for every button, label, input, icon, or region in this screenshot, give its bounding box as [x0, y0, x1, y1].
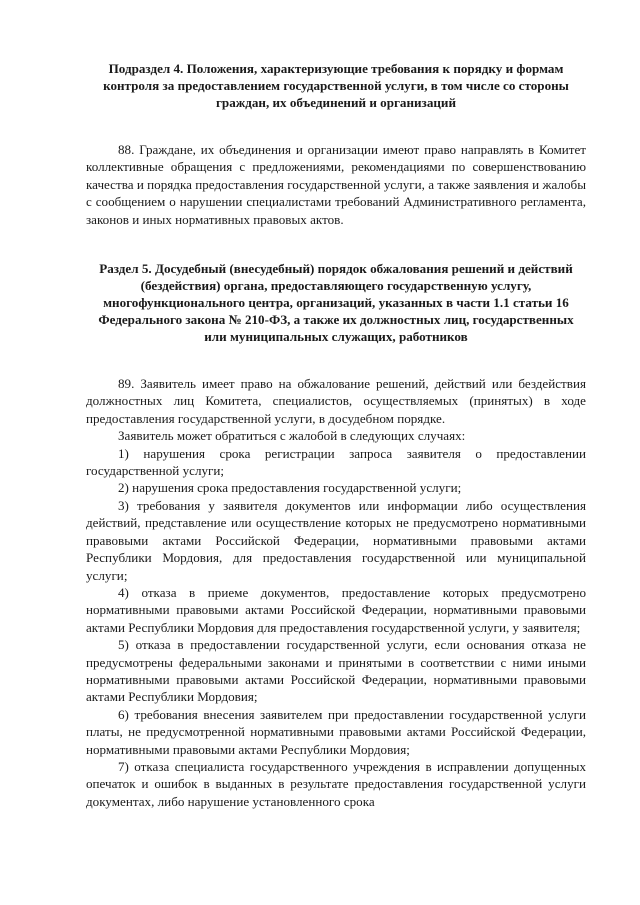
list-item: 6) требования внесения заявителем при предоставлении государственной услуги платы, не предусмотренной нормативными правовыми актами Российской Федерации, нормативными правовыми актами Республики Мордовия; [86, 706, 586, 757]
list-item: 1) нарушения срока регистрации запроса заявителя о предоставлении государственной услуги; [86, 445, 586, 479]
paragraph-89: 89. Заявитель имеет право на обжалование решений, действий или бездействия должностных лиц Комитета, специалистов, осуществляемых (принятых) в ходе предоставления государственной услуги, в досудебном порядке. [86, 376, 586, 426]
list-item: 3) требования у заявителя документов или информации либо осуществления действий, представление или осуществление которых не предусмотрено нормативными правовыми актами Российской Федерации, нормативными правовыми актами Республики Мордовия, для предоставления государственной или муниципальной услуги; [86, 497, 586, 583]
list-item: 4) отказа в приеме документов, предоставление которых предусмотрено нормативными правовыми актами Российской Федерации, нормативными правовыми актами Республики Мордовия для предоставления государственной услуги, у заявителя; [86, 584, 586, 635]
list-item: 7) отказа специалиста государственного учреждения в исправлении допущенных опечаток и ошибок в выданных в результате предоставления государственной услуги документах, либо нарушение установленного срока [86, 758, 586, 809]
document-page [86, 60, 586, 810]
list-item: 2) нарушения срока предоставления государственной услуги; [118, 480, 462, 496]
paragraph-88: 88. Граждане, их объединения и организации имеют право направлять в Комитет коллективные обращения с предложениями, рекомендациями по совершенствованию качества и порядка предоставления государственной услуги, а также заявления и жалобы с сообщением о нарушении специалистами требований Административного регламента, законов и иных нормативных правовых актов. [86, 142, 586, 227]
complaint-intro: Заявитель может обратиться с жалобой в следующих случаях: [118, 428, 466, 444]
section-title: Раздел 5. Досудебный (внесудебный) порядок обжалования решений и действий (бездействия) органа, предоставляющего государственную услугу, многофункционального центра, организаций, указанных в части 1.1 статьи 16 Федерального закона № 210-ФЗ, а также их должностных лиц, государственных или муниципальных служащих, работников [98, 261, 574, 345]
list-item: 5) отказа в предоставлении государственной услуги, если основания отказа не предусмотрены федеральными законами и принятыми в соответствии с ними иными нормативными правовыми актами Российской Федерации, нормативными правовыми актами Республики Мордовия; [86, 637, 586, 705]
subsection-title: Подраздел 4. Положения, характеризующие требования к порядку и формам контроля за предоставлением государственной услуги, в том числе со стороны граждан, их объединений и организаций [103, 61, 569, 110]
